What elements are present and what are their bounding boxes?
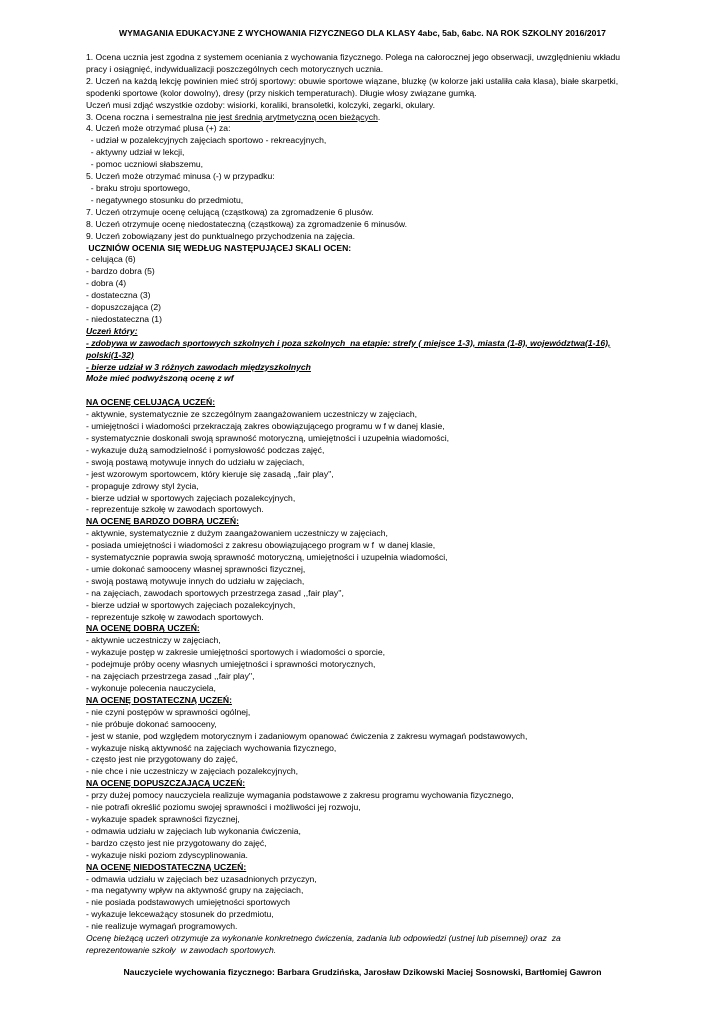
paragraph-3-suffix: .: [377, 111, 381, 122]
plus-item: - udział w pozalekcyjnych zajęciach sportowo - rekreacyjnych,: [86, 135, 327, 146]
criteria-item: - jest wzorowym sportowcem, który kieruje się zasadą ,,fair play'',: [86, 468, 334, 479]
paragraph-8: 8. Uczeń otrzymuje ocenę niedostateczną (cząstkową) za zgromadzenie 6 minusów.: [86, 218, 407, 229]
achievement-line-2: polski(1-32): [86, 349, 134, 360]
criteria-item: - aktywnie uczestniczy w zajęciach,: [86, 635, 221, 646]
criteria-item: - nie czyni postępów w sprawności ogólnej,: [86, 706, 251, 717]
scale-item: - niedostateczna (1): [86, 313, 162, 324]
criteria-item: - systematycznie doskonali swoją sprawność motoryczną, umiejętności i uzupełnia wiadomości,: [86, 432, 450, 443]
criteria-item: - umie dokonać samooceny własnej sprawności fizycznej,: [86, 563, 306, 574]
section-heading-dopuszczajaca: NA OCENĘ DOPUSZCZAJĄCĄ UCZEŃ:: [86, 778, 246, 789]
criteria-item: - nie posiada podstawowych umiejętności sportowych: [86, 897, 290, 908]
paragraph-5: 5. Uczeń może otrzymać minusa (-) w przypadku:: [86, 171, 275, 182]
teachers-signature-line: Nauczyciele wychowania fizycznego: Barbara Grudzińska, Jarosław Dzikowski Maciej Sosnowski, Bartłomiej Gawron: [123, 967, 602, 977]
plus-item: - pomoc uczniowi słabszemu,: [86, 159, 204, 170]
scale-item: - dopuszczająca (2): [86, 302, 161, 313]
minus-item: - negatywnego stosunku do przedmiotu,: [86, 194, 244, 205]
paragraph-2-line-2: spodenki sportowe (kolor dowolny), dresy (przy niskich temperaturach). Długie włosy związane gumką.: [86, 87, 477, 98]
criteria-item: - swoją postawą motywuje innych do udziału w zajęciach,: [86, 575, 305, 586]
paragraph-1-line-2: pracy i osiągnięć, indywidualizacji poszczególnych cech motorycznych ucznia.: [86, 63, 384, 74]
criteria-item: - nie chce i nie uczestniczy w zajęciach pozalekcyjnych,: [86, 766, 299, 777]
plus-item: - aktywny udział w lekcji,: [86, 147, 185, 158]
criteria-item: - przy dużej pomocy nauczyciela realizuje wymagania podstawowe z zakresu programu wychowania fizycznego,: [86, 790, 514, 801]
criteria-item: - jest w stanie, pod względem motorycznym i zadaniowym opanować ćwiczenia z zakresu wymagań podstawowych,: [86, 730, 528, 741]
criteria-item: - podejmuje próby oceny własnych umiejętności i sprawności motorycznych,: [86, 659, 376, 670]
criteria-item: - systematycznie poprawia swoją sprawność motoryczną, umiejętności i uzupełnia wiadomości,: [86, 552, 448, 563]
criteria-item: - nie próbuje dokonać samooceny,: [86, 718, 217, 729]
paragraph-7: 7. Uczeń otrzymuje ocenę celującą (cząstkową) za zgromadzenie 6 plusów.: [86, 206, 374, 217]
criteria-item: - często jest nie przygotowany do zajęć,: [86, 754, 238, 765]
document-title: WYMAGANIA EDUKACYJNE Z WYCHOWANIA FIZYCZNEGO DLA KLASY 4abc, 5ab, 6abc. NA ROK SZKOLNY 2016/2017: [119, 28, 606, 38]
scale-item: - celująca (6): [86, 254, 136, 265]
section-heading-celujaca: NA OCENĘ CELUJĄCĄ UCZEŃ:: [86, 397, 216, 408]
criteria-item: - odmawia udziału w zajęciach bez uzasadnionych przyczyn,: [86, 873, 317, 884]
criteria-item: - bierze udział w sportowych zajęciach pozalekcyjnych,: [86, 599, 296, 610]
criteria-item: - nie potrafi określić poziomu swojej sprawności i możliwości jej rozwoju,: [86, 802, 361, 813]
criteria-item: - propaguje zdrowy styl życia,: [86, 480, 199, 491]
paragraph-3-underlined: nie jest średnią arytmetyczną ocen bieżących: [204, 111, 378, 122]
criteria-item: - swoją postawą motywuje innych do udziału w zajęciach,: [86, 456, 305, 467]
grading-scale-heading: UCZNIÓW OCENIA SIĘ WEDŁUG NASTĘPUJĄCEJ SKALI OCEN:: [86, 242, 352, 253]
criteria-item: - wykazuje lekceważący stosunek do przedmiotu,: [86, 909, 274, 920]
criteria-item: - wykazuje dużą samodzielność i pomysłowość podczas zajęć,: [86, 444, 325, 455]
criteria-item: - wykonuje polecenia nauczyciela,: [86, 683, 216, 694]
blank-line: [86, 385, 646, 397]
section-heading-dostateczna: NA OCENĘ DOSTATECZNĄ UCZEŃ:: [86, 694, 232, 705]
criteria-item: - wykazuje postęp w zakresie umiejętności sportowych i wiadomości o sporcie,: [86, 647, 385, 658]
scale-item: - bardzo dobra (5): [86, 266, 155, 277]
section-heading-dobra: NA OCENĘ DOBRĄ UCZEŃ:: [86, 623, 200, 634]
document-body: [86, 52, 646, 957]
section-heading-bardzo-dobra: NA OCENĘ BARDZO DOBRĄ UCZEŃ:: [86, 516, 239, 527]
achievement-line-1: - zdobywa w zawodach sportowych szkolnych i poza szkolnych na etapie: strefy ( miejsce 1-3), miasta (1-8), województwa(1-16),: [86, 337, 611, 348]
achievement-line-3: - bierze udział w 3 różnych zawodach międzyszkolnych: [86, 361, 311, 372]
closing-note-line-1: Ocenę bieżącą uczeń otrzymuje za wykonanie konkretnego ćwiczenia, zadania lub odpowiedzi (ustnej lub pisemnej) oraz za: [86, 933, 561, 944]
paragraph-3-prefix: 3. Ocena roczna i semestralna: [86, 111, 205, 122]
paragraph-1-line-1: 1. Ocena ucznia jest zgodna z systemem oceniania z wychowania fizycznego. Polega na całorocznej jego obserwacji, uwzględnieniu wkładu: [86, 52, 621, 62]
criteria-item: - posiada umiejętności i wiadomości z zakresu obowiązującego program w f w danej klasie,: [86, 540, 436, 551]
paragraph-2-line-1: 2. Uczeń na każdą lekcję powinien mieć strój sportowy: obuwie sportowe wiązane, bluzkę (w kolorze jaki ustaliła cała klasa), białe skarpetki,: [86, 75, 619, 86]
criteria-item: - na zajęciach przestrzega zasad ,,fair play'',: [86, 671, 255, 682]
closing-note-line-2: reprezentowanie szkoły w zawodach sportowych.: [86, 944, 277, 955]
criteria-item: - reprezentuje szkołę w zawodach sportowych.: [86, 611, 264, 622]
criteria-item: - aktywnie, systematycznie ze szczególnym zaangażowaniem uczestniczy w zajęciach,: [86, 409, 417, 420]
paragraph-3: [86, 112, 646, 124]
scale-item: - dobra (4): [86, 278, 127, 289]
criteria-item: - bardzo często jest nie przygotowany do zajęć,: [86, 837, 267, 848]
criteria-item: - aktywnie, systematycznie z dużym zaangażowaniem uczestniczy w zajęciach,: [86, 528, 388, 539]
criteria-item: - reprezentuje szkołę w zawodach sportowych.: [86, 504, 264, 515]
student-who-heading: Uczeń który:: [86, 325, 138, 336]
scale-item: - dostateczna (3): [86, 290, 151, 301]
minus-item: - braku stroju sportowego,: [86, 182, 191, 193]
criteria-item: - na zajęciach, zawodach sportowych przestrzega zasad ,,fair play'',: [86, 587, 344, 598]
criteria-item: - wykazuje niską aktywność na zajęciach wychowania fizycznego,: [86, 742, 337, 753]
criteria-item: - wykazuje niski poziom zdyscyplinowania.: [86, 849, 248, 860]
section-heading-niedostateczna: NA OCENĘ NIEDOSTATECZNĄ UCZEŃ:: [86, 861, 247, 872]
criteria-item: - umiejętności i wiadomości przekraczają zakres obowiązującego programu w f w danej klasie,: [86, 421, 445, 432]
criteria-item: - wykazuje spadek sprawności fizycznej,: [86, 813, 240, 824]
criteria-item: - bierze udział w sportowych zajęciach pozalekcyjnych,: [86, 492, 296, 503]
raised-grade-note: Może mieć podwyższoną ocenę z wf: [86, 373, 234, 384]
paragraph-9: 9. Uczeń zobowiązany jest do punktualnego przychodzenia na zajęcia.: [86, 230, 355, 241]
paragraph-2-line-3: Uczeń musi zdjąć wszystkie ozdoby: wisiorki, koraliki, bransoletki, kolczyki, zegarki, okulary.: [86, 99, 435, 110]
paragraph-4: 4. Uczeń może otrzymać plusa (+) za:: [86, 123, 231, 134]
criteria-item: - odmawia udziału w zajęciach lub wykonania ćwiczenia,: [86, 825, 301, 836]
criteria-item: - ma negatywny wpływ na aktywność grupy na zajęciach,: [86, 885, 304, 896]
criteria-item: - nie realizuje wymagań programowych.: [86, 921, 238, 932]
